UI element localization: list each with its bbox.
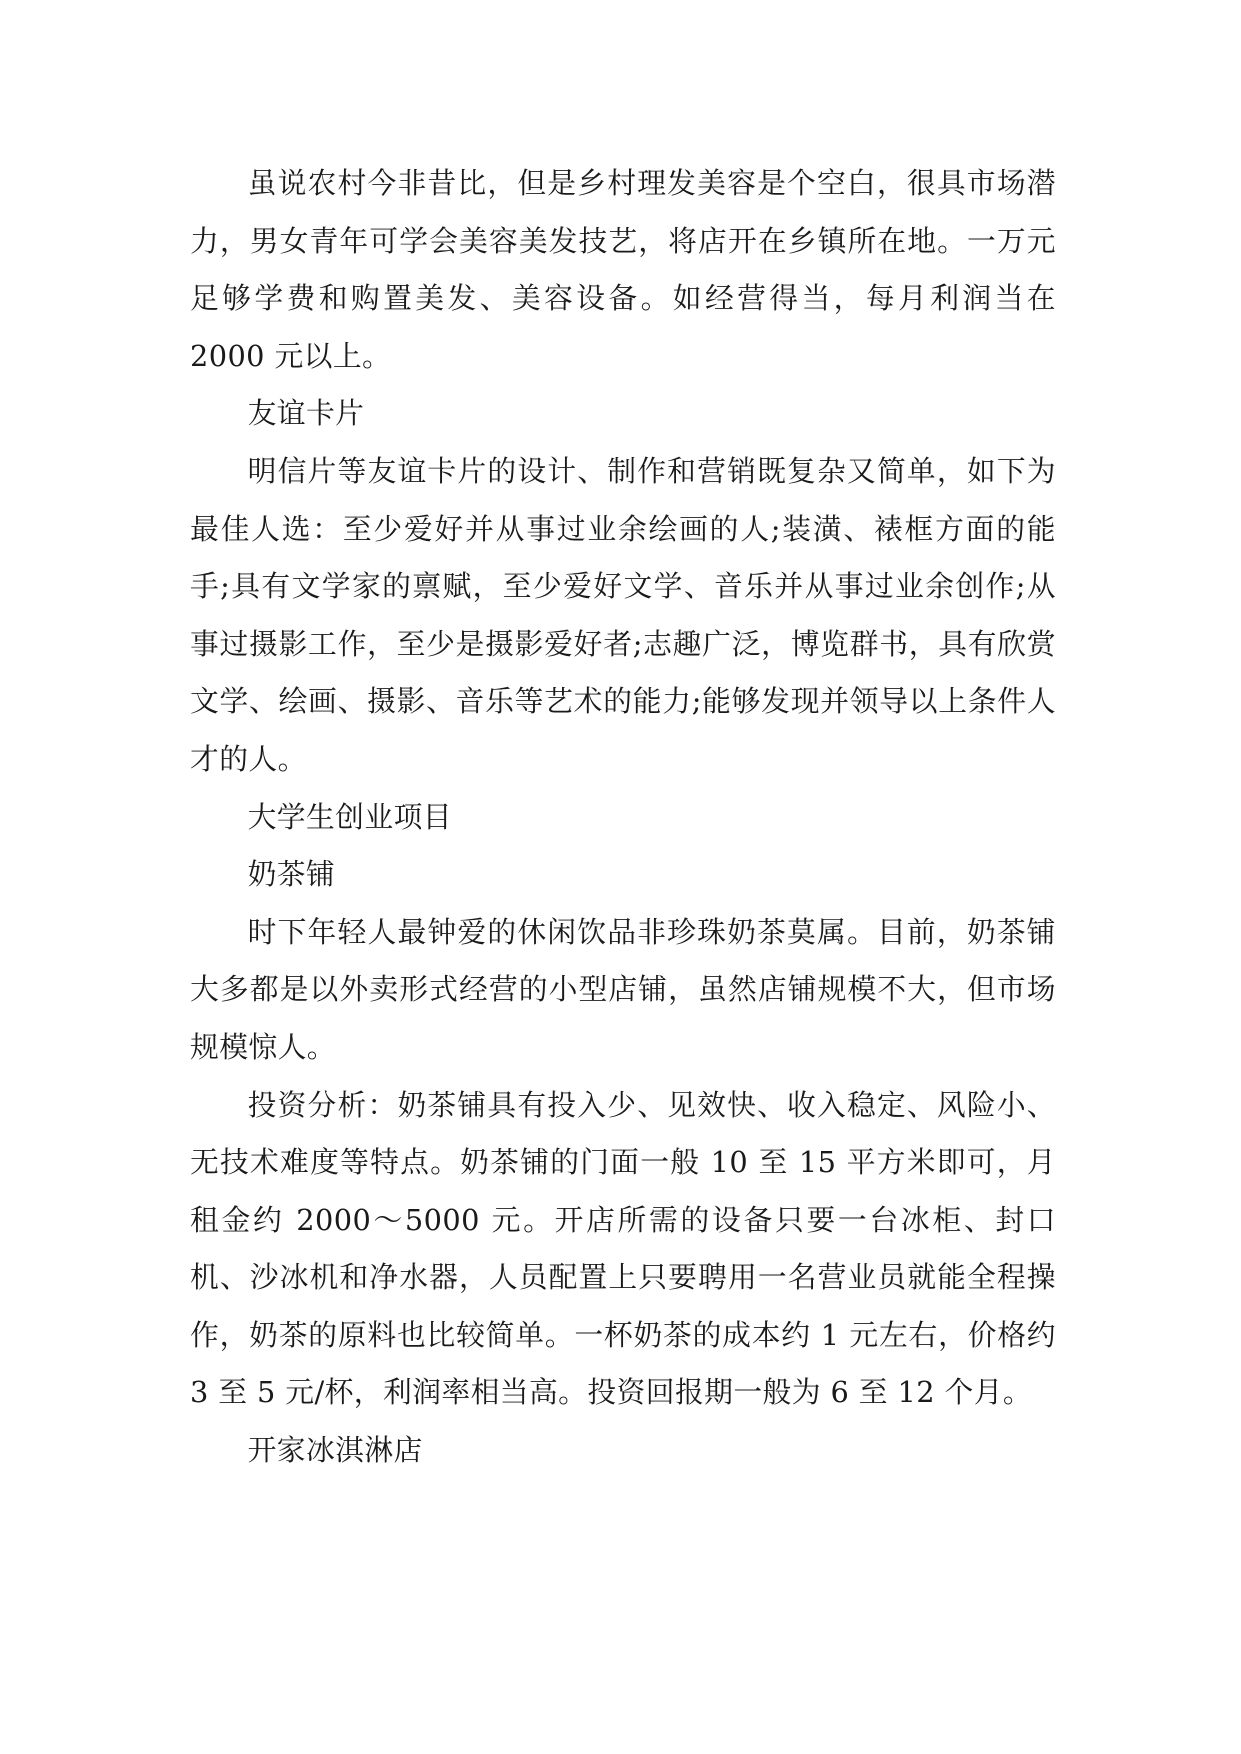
paragraph-rural-salon: 虽说农村今非昔比，但是乡村理发美容是个空白，很具市场潜力，男女青年可学会美容美发技艺，将店开在乡镇所在地。一万元足够学费和购置美发、美容设备。如经营得当，每月利润当在 2000 元以上。 — [190, 166, 1056, 373]
document-body — [190, 155, 1056, 1480]
paragraph-friendship-cards: 明信片等友谊卡片的设计、制作和营销既复杂又简单，如下为最佳人选：至少爱好并从事过业余绘画的人;装潢、裱框方面的能手;具有文学家的禀赋，至少爱好文学、音乐并从事过业余创作;从事过摄影工作，至少是摄影爱好者;志趣广泛，博览群书，具有欣赏文学、绘画、摄影、音乐等艺术的能力;能够发现并领导以上条件人才的人。 — [190, 453, 1056, 776]
heading-ice-cream-shop: 开家冰淇淋店 — [247, 1433, 423, 1468]
heading-milk-tea-shop: 奶茶铺 — [247, 857, 336, 892]
heading-friendship-cards: 友谊卡片 — [247, 396, 365, 431]
paragraph-milk-tea-intro: 时下年轻人最钟爱的休闲饮品非珍珠奶茶莫属。目前，奶茶铺大多都是以外卖形式经营的小型店铺，虽然店铺规模不大，但市场规模惊人。 — [190, 914, 1056, 1064]
paragraph-milk-tea-investment: 投资分析：奶茶铺具有投入少、见效快、收入稳定、风险小、无技术难度等特点。奶茶铺的门面一般 10 至 15 平方米即可，月租金约 2000～5000 元。开店所需的设备只要一台冰柜、封口机、沙冰机和净水器，人员配置上只要聘用一名营业员就能全程操作，奶茶的原料也比较简单。一杯奶茶的成本约 1 元左右，价格约 3 至 5 元/杯，利润率相当高。投资回报期一般为 6 至 12 个月。 — [190, 1087, 1056, 1410]
heading-student-projects: 大学生创业项目 — [247, 799, 452, 834]
